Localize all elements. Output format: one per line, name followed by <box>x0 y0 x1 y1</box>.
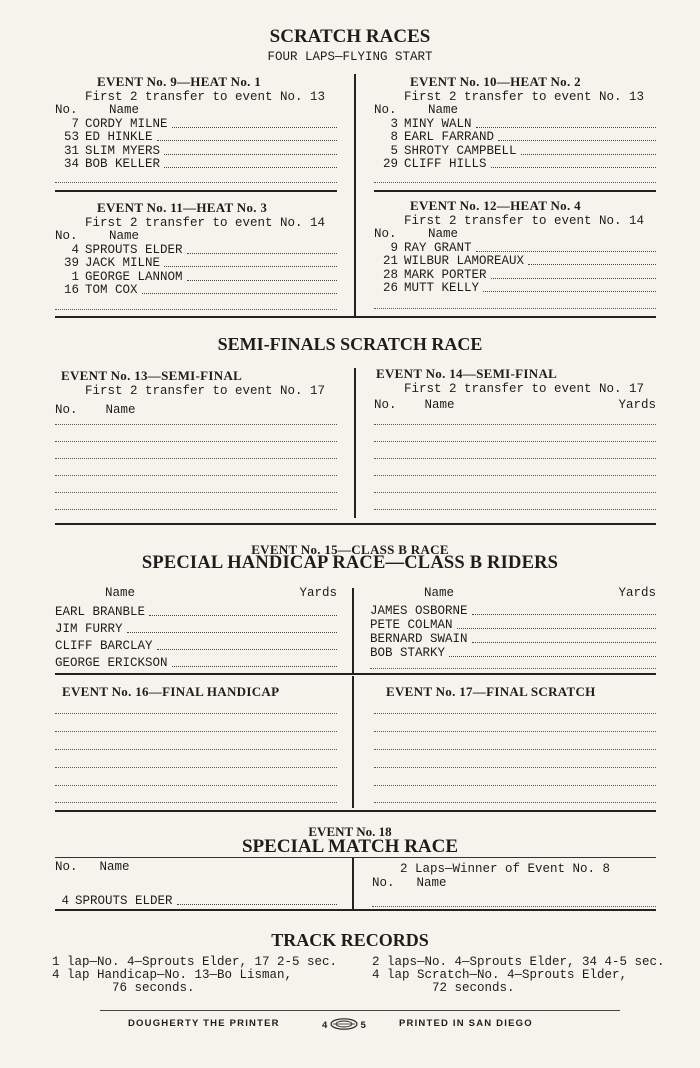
list-item: 9 RAY GRANT <box>374 241 656 255</box>
classb-left-yards-label: Yards <box>299 586 337 600</box>
match-left-rider <box>55 894 337 908</box>
blank-entry-line <box>374 458 656 459</box>
blank-entry-line <box>372 906 656 907</box>
blank-entry-line <box>374 802 656 803</box>
semi-13-name-label: Name <box>105 403 136 417</box>
list-item: 1 GEORGE LANNOM <box>55 270 337 284</box>
list-item: 3 MINY WALN <box>374 117 656 131</box>
section-divider <box>55 909 656 911</box>
blank-entry-line <box>55 441 337 442</box>
semi-13-block <box>55 368 337 417</box>
blank-entry-line <box>374 424 656 425</box>
match-event: EVENT No. 18 <box>308 824 392 839</box>
classb-event: EVENT No. 15—CLASS B RACE <box>251 542 449 557</box>
semi-14-transfer: First 2 transfer to event No. 17 <box>404 382 645 396</box>
heat-2-no-label: No. <box>374 103 397 117</box>
match-right-caption: 2 Laps—Winner of Event No. 8 <box>400 862 611 876</box>
union-bug-right: 5 <box>360 1020 367 1031</box>
semi-13-event: EVENT No. 13—SEMI-FINAL <box>61 368 243 383</box>
classb-right-name-label: Name <box>424 586 455 600</box>
list-item: JIM FURRY <box>55 619 337 636</box>
list-item: BERNARD SWAIN <box>370 632 656 646</box>
heat-2-transfer: First 2 transfer to event No. 13 <box>404 90 645 104</box>
heat-3-transfer: First 2 transfer to event No. 14 <box>85 216 326 230</box>
blank-entry-line <box>55 731 337 732</box>
blank-entry-line <box>55 785 337 786</box>
column-divider <box>354 74 356 318</box>
blank-entry-line <box>374 785 656 786</box>
list-item: EARL BRANBLE <box>55 602 337 619</box>
list-item: 34 BOB KELLER <box>55 158 337 172</box>
classb-left-block <box>55 586 337 670</box>
final-16-event: EVENT No. 16—FINAL HANDICAP <box>62 684 280 699</box>
blank-entry-line <box>55 713 337 714</box>
record-line: 76 seconds. <box>112 981 195 995</box>
blank-entry-line <box>55 309 337 310</box>
semi-14-yards-label: Yards <box>618 398 656 412</box>
heat-1-transfer: First 2 transfer to event No. 13 <box>85 90 326 104</box>
divider <box>55 190 337 192</box>
classb-right-block <box>370 586 656 660</box>
list-item: 39 JACK MILNE <box>55 257 337 271</box>
blank-entry-line <box>374 475 656 476</box>
semi-14-name-label: Name <box>424 398 455 412</box>
blank-entry-line <box>55 802 337 803</box>
list-item: 53 ED HINKLE <box>55 131 337 145</box>
list-item: 4 SPROUTS ELDER <box>55 894 337 908</box>
heat-3-name-label: Name <box>109 229 140 243</box>
match-left-no-label: No. <box>55 860 78 874</box>
match-right-name-label: Name <box>416 876 447 890</box>
blank-entry-line <box>55 492 337 493</box>
record-line: 72 seconds. <box>432 981 515 995</box>
heat-4-transfer: First 2 transfer to event No. 14 <box>404 214 645 228</box>
divider <box>100 1010 620 1011</box>
union-bug-left: 4 <box>322 1020 329 1031</box>
heat-4-block <box>374 198 656 295</box>
footer-printer: DOUGHERTY THE PRINTER <box>128 1018 280 1029</box>
section-divider <box>55 810 656 812</box>
list-item: 5 SHROTY CAMPBELL <box>374 144 656 158</box>
record-line: 4 lap Scratch—No. 4—Sprouts Elder, <box>372 968 628 982</box>
match-title: SPECIAL MATCH RACE <box>241 836 459 857</box>
blank-entry-line <box>374 713 656 714</box>
blank-entry-line <box>55 509 337 510</box>
list-item: JAMES OSBORNE <box>370 604 656 618</box>
match-left-name-label: Name <box>99 860 130 874</box>
blank-entry-line <box>374 509 656 510</box>
blank-entry-line <box>374 308 656 309</box>
heat-3-block <box>55 200 337 297</box>
list-item: PETE COLMAN <box>370 618 656 632</box>
records-title: TRACK RECORDS <box>271 930 429 950</box>
heat-4-event: EVENT No. 12—HEAT No. 4 <box>410 198 581 213</box>
blank-entry-line <box>374 441 656 442</box>
column-divider <box>352 858 354 910</box>
section-divider <box>55 523 656 525</box>
semi-14-event: EVENT No. 14—SEMI-FINAL <box>376 366 558 381</box>
section-divider <box>55 673 656 675</box>
blank-entry-line <box>55 458 337 459</box>
section-divider <box>55 316 656 318</box>
list-item: 31 SLIM MYERS <box>55 144 337 158</box>
semi-13-no-label: No. <box>55 403 78 417</box>
heat-4-name-label: Name <box>428 227 459 241</box>
semi-14-no-label: No. <box>374 398 397 412</box>
heat-2-event: EVENT No. 10—HEAT No. 2 <box>410 74 581 89</box>
heat-1-no-label: No. <box>55 103 78 117</box>
union-bug <box>322 1018 367 1033</box>
heat-1-block <box>55 74 337 171</box>
semi-13-transfer: First 2 transfer to event No. 17 <box>85 384 326 398</box>
semi-14-block <box>374 366 656 412</box>
scratch-subtitle: FOUR LAPS—FLYING START <box>267 50 433 64</box>
match-left-header <box>55 860 130 874</box>
blank-entry-line <box>55 767 337 768</box>
record-line: 4 lap Handicap—No. 13—Bo Lisman, <box>52 968 293 982</box>
records-left <box>52 956 342 995</box>
classb-title: SPECIAL HANDICAP RACE—CLASS B RIDERS <box>141 553 559 573</box>
scratch-title: SCRATCH RACES <box>269 26 431 47</box>
heat-2-name-label: Name <box>428 103 459 117</box>
column-divider <box>354 368 356 518</box>
record-line: 1 lap—No. 4—Sprouts Elder, 17 2-5 sec. <box>52 955 338 969</box>
list-item: 29 CLIFF HILLS <box>374 158 656 172</box>
divider <box>55 857 656 858</box>
semis-title: SEMI-FINALS SCRATCH RACE <box>217 334 483 354</box>
match-right-header <box>372 876 447 890</box>
heat-3-no-label: No. <box>55 229 78 243</box>
classb-left-name-label: Name <box>105 586 136 600</box>
blank-entry-line <box>374 749 656 750</box>
list-item: 28 MARK PORTER <box>374 268 656 282</box>
heat-1-name-label: Name <box>109 103 140 117</box>
classb-right-yards-label: Yards <box>618 586 656 600</box>
union-label-icon <box>330 1018 358 1033</box>
blank-entry-line <box>374 731 656 732</box>
final-17-event: EVENT No. 17—FINAL SCRATCH <box>386 684 596 699</box>
blank-entry-line <box>55 475 337 476</box>
list-item: CLIFF BARCLAY <box>55 636 337 653</box>
blank-entry-line <box>55 182 337 183</box>
list-item: 4 SPROUTS ELDER <box>55 243 337 257</box>
blank-entry-line <box>374 182 656 183</box>
list-item: 21 WILBUR LAMOREAUX <box>374 255 656 269</box>
match-right-no-label: No. <box>372 876 395 890</box>
heat-1-event: EVENT No. 9—HEAT No. 1 <box>97 74 262 89</box>
record-line: 2 laps—No. 4—Sprouts Elder, 34 4-5 sec. <box>372 955 665 969</box>
column-divider <box>352 588 354 674</box>
blank-entry-line <box>55 424 337 425</box>
footer-location: PRINTED IN SAN DIEGO <box>399 1018 533 1029</box>
blank-entry-line <box>370 668 656 669</box>
column-divider <box>352 676 354 808</box>
records-right <box>372 956 672 995</box>
divider <box>374 190 656 192</box>
list-item: 16 TOM COX <box>55 284 337 298</box>
heat-4-no-label: No. <box>374 227 397 241</box>
heat-3-event: EVENT No. 11—HEAT No. 3 <box>97 200 268 215</box>
blank-entry-line <box>374 767 656 768</box>
blank-entry-line <box>374 492 656 493</box>
blank-entry-line <box>55 749 337 750</box>
heat-2-block <box>374 74 656 171</box>
list-item: 7 CORDY MILNE <box>55 117 337 131</box>
list-item: 26 MUTT KELLY <box>374 282 656 296</box>
list-item: GEORGE ERICKSON <box>55 653 337 670</box>
list-item: BOB STARKY <box>370 646 656 660</box>
list-item: 8 EARL FARRAND <box>374 131 656 145</box>
